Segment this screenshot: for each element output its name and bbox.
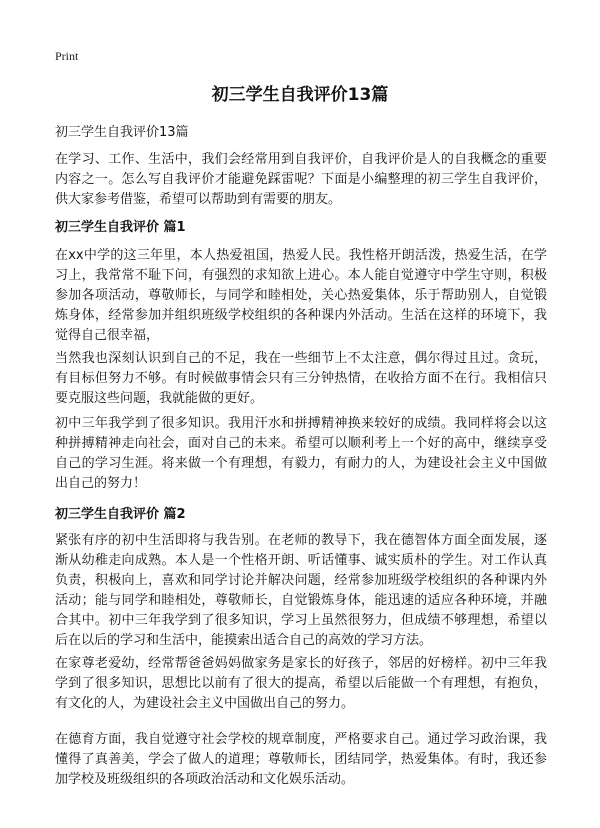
section-2-paragraph-3: 在德育方面，我自觉遵守社会学校的规章制度，严格要求自己。通过学习政治课，我懂得了真善美，学会了做人的道理；尊敬师长，团结同学，热爱集体。有时，我还参加学校及班级组织的各项政治活动和文化娱乐活动。 bbox=[55, 732, 547, 787]
section-1-paragraph-1: 在xx中学的这三年里，本人热爱祖国，热爱人民。我性格开朗活泼，热爱生活，在学习上，我常常不耻下问，有强烈的求知欲上进心。本人能自觉遵守中学生守则，积极参加各项活动，尊敬师长，与同学和睦相处，关心热爱集体，乐于帮助别人，自觉锻炼身体，经常参加并组织班级学校组织的各种课内外活动。生活在这样的环境下，我觉得自己很幸福， bbox=[55, 248, 547, 343]
section-heading-2: 初三学生自我评价 篇2 bbox=[55, 507, 186, 522]
section-2-paragraph-2: 在家尊老爱幼，经常帮爸爸妈妈做家务是家长的好孩子，邻居的好榜样。初中三年我学到了很多知识，思想比以前有了很大的提高，希望以后能做一个有理想，有抱负，有文化的人，为建设社会主义中国做出自己的努力。 bbox=[55, 656, 547, 711]
print-link[interactable]: Print bbox=[55, 49, 79, 63]
section-1-paragraph-2: 当然我也深刻认识到自己的不足，我在一些细节上不太注意，偶尔得过且过。贪玩，有目标但努力不够。有时候做事情会只有三分钟热情，在收拾方面不在行。我相信只要克服这些问题，我就能做的更好。 bbox=[55, 351, 547, 406]
document-subtitle: 初三学生自我评价13篇 bbox=[55, 125, 189, 140]
page-title: 初三学生自我评价13篇 bbox=[211, 85, 389, 105]
intro-paragraph: 在学习、工作、生活中，我们会经常用到自我评价，自我评价是人的自我概念的重要内容之一。怎么写自我评价才能避免踩雷呢？下面是小编整理的初三学生自我评价，供大家参考借鉴，希望可以帮助到有需要的朋友。 bbox=[55, 152, 547, 207]
section-heading-1: 初三学生自我评价 篇1 bbox=[55, 220, 186, 235]
section-1-paragraph-3: 初中三年我学到了很多知识。我用汗水和拼搏精神换来较好的成绩。我同样将会以这种拼搏精神走向社会，面对自己的未来。希望可以顺利考上一个好的高中，继续享受自己的学习生涯。将来做一个有理想，有毅力，有耐力的人，为建设社会主义中国做出自己的努力！ bbox=[55, 416, 547, 491]
section-2-paragraph-1: 紧张有序的初中生活即将与我告别。在老师的教导下，我在德智体方面全面发展，逐渐从幼稚走向成熟。本人是一个性格开朗、听话懂事、诚实质朴的学生。对工作认真负责，积极向上，喜欢和同学讨论并解决问题，经常参加班级学校组织的各种课内外活动；能与同学和睦相处，尊敬师长，自觉锻炼身体，能迅速的适应各种环境，并融合其中。初中三年我学到了很多知识，学习上虽然很努力，但成绩不够理想，希望以后在以后的学习和生活中，能摸索出适合自己的高效的学习方法。 bbox=[55, 533, 547, 648]
